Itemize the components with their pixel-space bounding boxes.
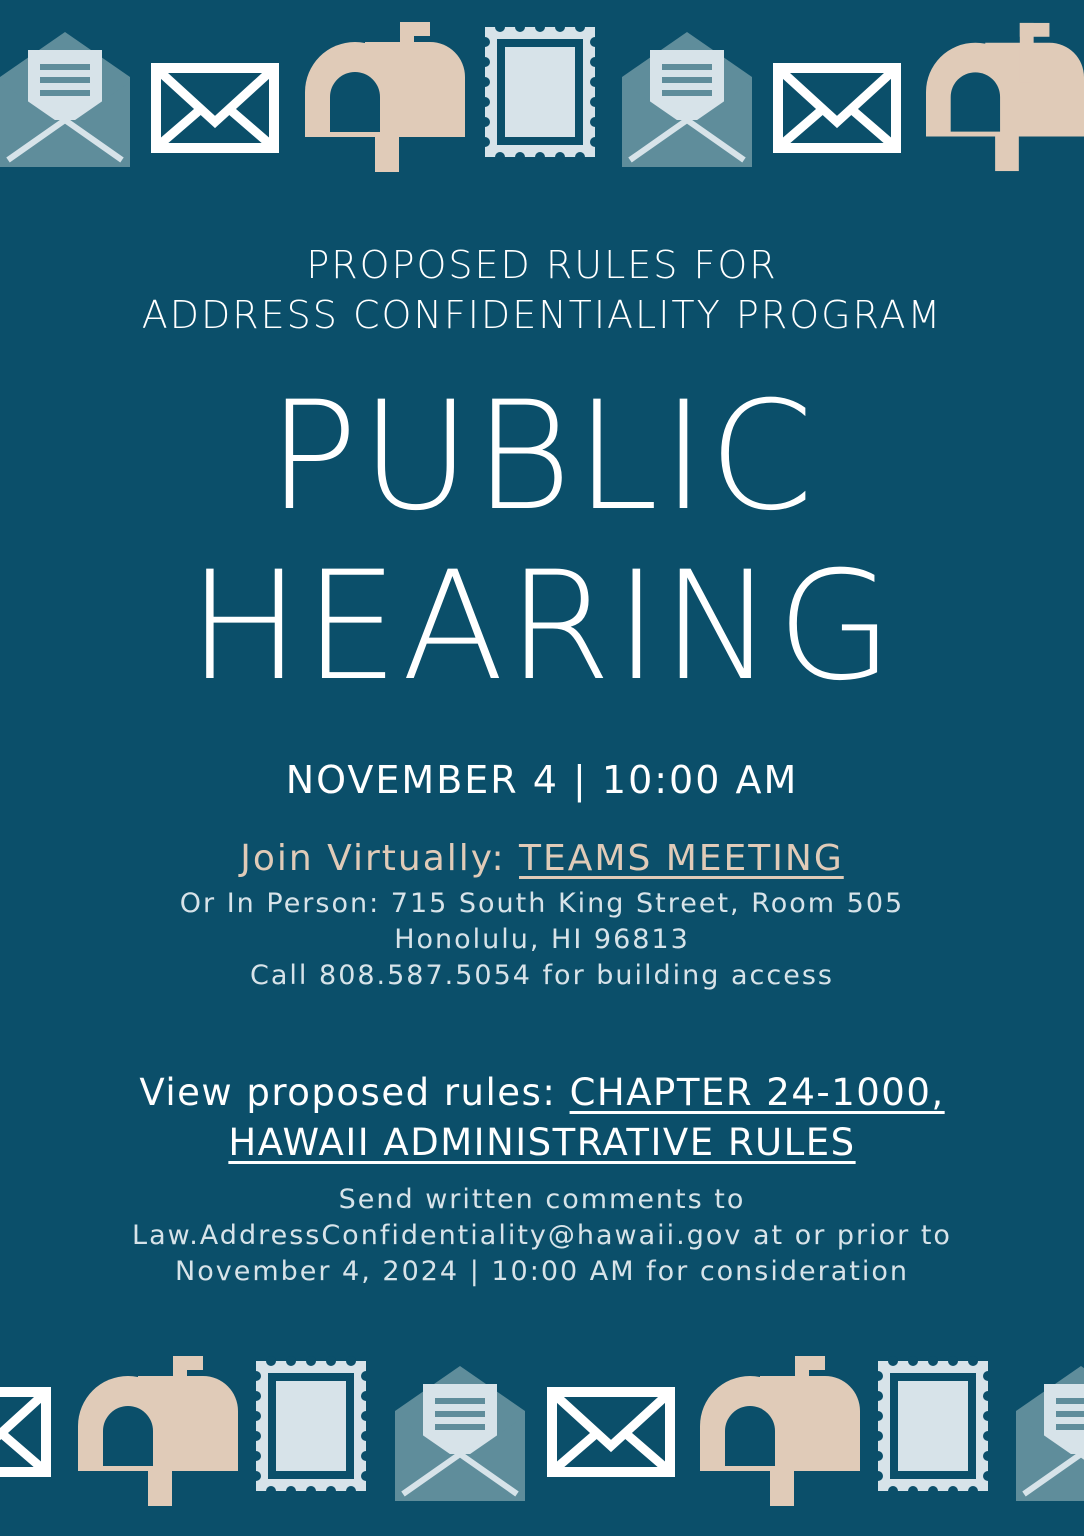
in-person-address: Or In Person: 715 South King Street, Room 505 [179,888,905,919]
comments-line-1: Send written comments to [338,1184,746,1215]
written-comments [0,1182,1084,1290]
subtitle-line-1: PROPOSED RULES FOR [306,243,778,287]
event-datetime: NOVEMBER 4 | 10:00 AM [285,758,799,802]
in-person-city: Honolulu, HI 96813 [394,924,690,955]
envelope-icon [772,22,902,172]
building-access-note: Call 808.587.5054 for building access [250,960,834,991]
view-rules-label: View proposed rules: [139,1071,570,1114]
join-virtually [0,838,1084,879]
headline [0,372,1084,712]
stamp-icon [878,1356,988,1496]
teams-meeting-link[interactable]: TEAMS MEETING [519,838,844,879]
envelope-icon [546,1356,676,1506]
join-label: Join Virtually: [240,838,520,879]
top-icon-border [0,22,1084,172]
subtitle [0,240,1084,340]
mailbox-icon [305,22,465,172]
hawaii-administrative-rules-link[interactable]: HAWAII ADMINISTRATIVE RULES [228,1121,856,1164]
comments-deadline-line: November 4, 2024 | 10:00 AM for consideration [175,1256,909,1287]
subtitle-line-2: ADDRESS CONFIDENTIALITY PROGRAM [141,293,943,337]
stamp-icon [256,1356,366,1496]
open-envelope-icon [0,22,130,172]
open-envelope-icon [395,1356,525,1506]
bottom-icon-border [0,1356,1084,1506]
envelope-icon [150,22,280,172]
view-proposed-rules [0,1068,1084,1168]
mailbox-icon [700,1356,860,1506]
headline-line-1: PUBLIC [267,370,817,544]
comments-email-line: Law.AddressConfidentiality@hawaii.gov at or prior to [132,1220,952,1251]
mailbox-icon [78,1356,238,1506]
open-envelope-icon [1016,1356,1084,1506]
in-person-details [0,886,1084,994]
stamp-icon [485,22,595,162]
open-envelope-icon [622,22,752,172]
chapter-link[interactable]: CHAPTER 24-1000, [569,1071,945,1114]
headline-line-2: HEARING [187,540,897,714]
envelope-icon [0,1356,52,1506]
mailbox-icon [926,22,1084,172]
